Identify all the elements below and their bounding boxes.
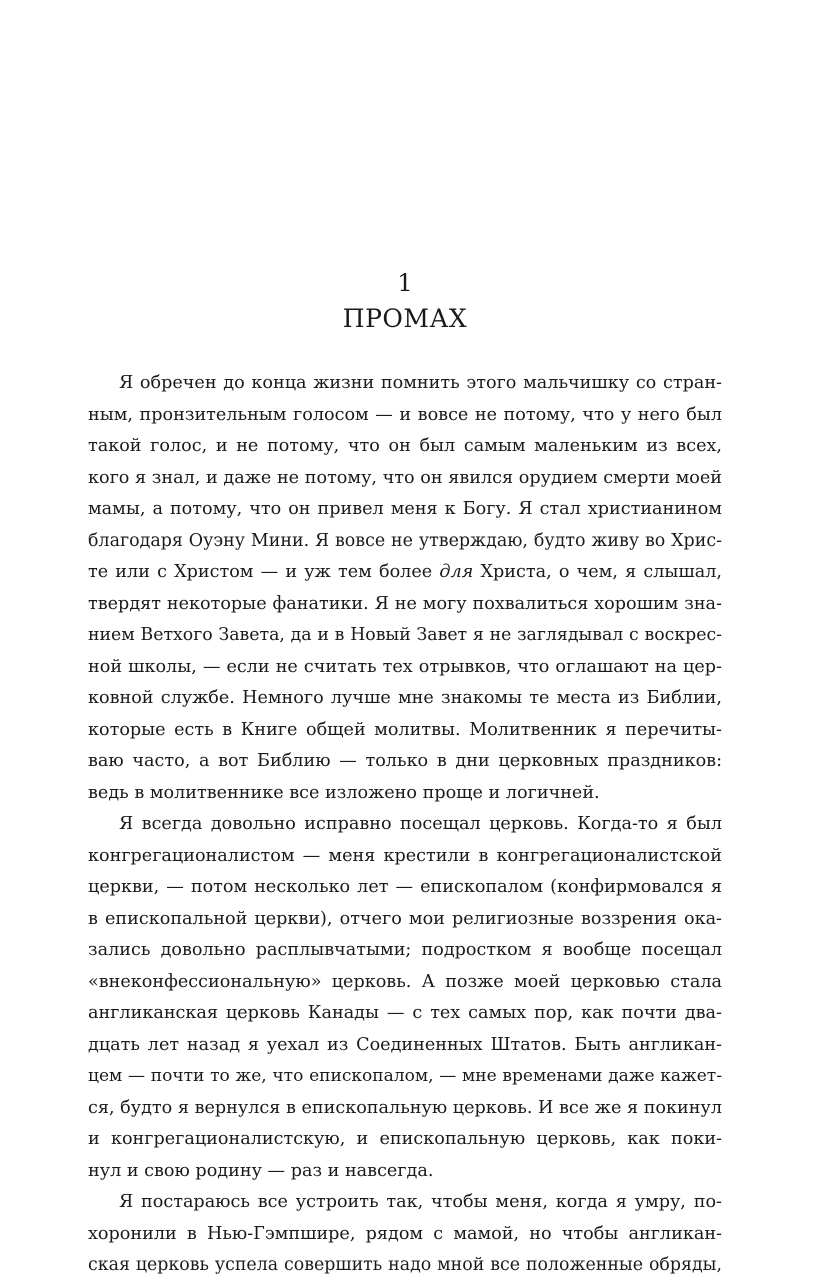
text-line: Я всегда довольно исправно посещал церковь. Когда-то я был bbox=[119, 814, 722, 834]
italic-word: для bbox=[439, 562, 474, 582]
text-line: которые есть в Книге общей молитвы. Молитвенник я перечиты- bbox=[88, 719, 722, 740]
text-line: зались довольно расплывчатыми; подростком я вообще посещал bbox=[88, 940, 722, 960]
text-line: хоронили в Нью-Гэмпшире, рядом с мамой, но чтобы англикан- bbox=[88, 1223, 722, 1244]
paragraph-2 bbox=[88, 809, 722, 1187]
text-line: нием Ветхого Завета, да и в Новый Завет я не заглядывал с воскрес- bbox=[88, 625, 722, 645]
text-line: Я обречен до конца жизни помнить этого мальчишку со стран- bbox=[119, 373, 722, 393]
text-line: и конгрегационалистскую, и епископальную церковь, как поки- bbox=[88, 1129, 722, 1149]
text-line: конгрегационалистом — меня крестили в конгрегационалистской bbox=[88, 845, 722, 866]
text-line: ваю часто, а вот Библию — только в дни церковных праздников: bbox=[88, 751, 722, 771]
text-line: ведь в молитвеннике все изложено проще и логичней. bbox=[88, 782, 600, 803]
text-line: мамы, а потому, что он привел меня к Богу. Я стал христианином bbox=[88, 499, 722, 519]
text-line: ной школы, — если не считать тех отрывков, что оглашают на цер- bbox=[88, 656, 722, 677]
text-line: ным, пронзительным голосом — и вовсе не потому, что у него был bbox=[88, 404, 722, 425]
text-segment: Христа, о чем, я слышал, bbox=[473, 562, 722, 582]
text-line: ская церковь успела совершить надо мной все положенные обряды, bbox=[88, 1255, 722, 1275]
paragraph-1 bbox=[88, 368, 722, 809]
text-line: нул и свою родину — раз и навсегда. bbox=[88, 1160, 434, 1181]
text-line: цем — почти то же, что епископалом, — мне временами даже кажет- bbox=[88, 1066, 722, 1086]
text-line: кого я знал, и даже не потому, что он явился орудием смерти моей bbox=[88, 467, 722, 488]
chapter-number: 1 bbox=[397, 269, 413, 297]
text-line: «внеконфессиональную» церковь. А позже моей церковью стала bbox=[88, 971, 722, 992]
body-text bbox=[88, 368, 722, 1282]
text-segment: те или с Христом — и уж тем более bbox=[88, 562, 440, 582]
text-line: благодаря Оуэну Мини. Я вовсе не утверждаю, будто живу во Хрис- bbox=[88, 530, 722, 551]
text-line: дцать лет назад я уехал из Соединенных Штатов. Быть англикан- bbox=[88, 1034, 722, 1055]
text-line: Я постараюсь все устроить так, чтобы меня, когда я умру, по- bbox=[119, 1192, 722, 1212]
text-line: ковной службе. Немного лучше мне знакомы те места из Библии, bbox=[88, 688, 722, 708]
paragraph-3 bbox=[88, 1187, 722, 1282]
text-line: такой голос, и не потому, что он был самым маленьким из всех, bbox=[88, 436, 722, 456]
text-line: твердят некоторые фанатики. Я не могу похвалиться хорошим зна- bbox=[88, 593, 722, 614]
text-line: англиканская церковь Канады — с тех самых пор, как почти два- bbox=[88, 1003, 722, 1023]
text-line: в епископальной церкви), отчего мои религиозные воззрения ока- bbox=[88, 908, 722, 929]
text-line bbox=[88, 557, 722, 589]
text-line: церкви, — потом несколько лет — епископалом (конфирмовался я bbox=[88, 877, 722, 897]
chapter-title: ПРОМАХ bbox=[342, 304, 468, 333]
text-line: ся, будто я вернулся в епископальную церковь. И все же я покинул bbox=[88, 1097, 722, 1118]
